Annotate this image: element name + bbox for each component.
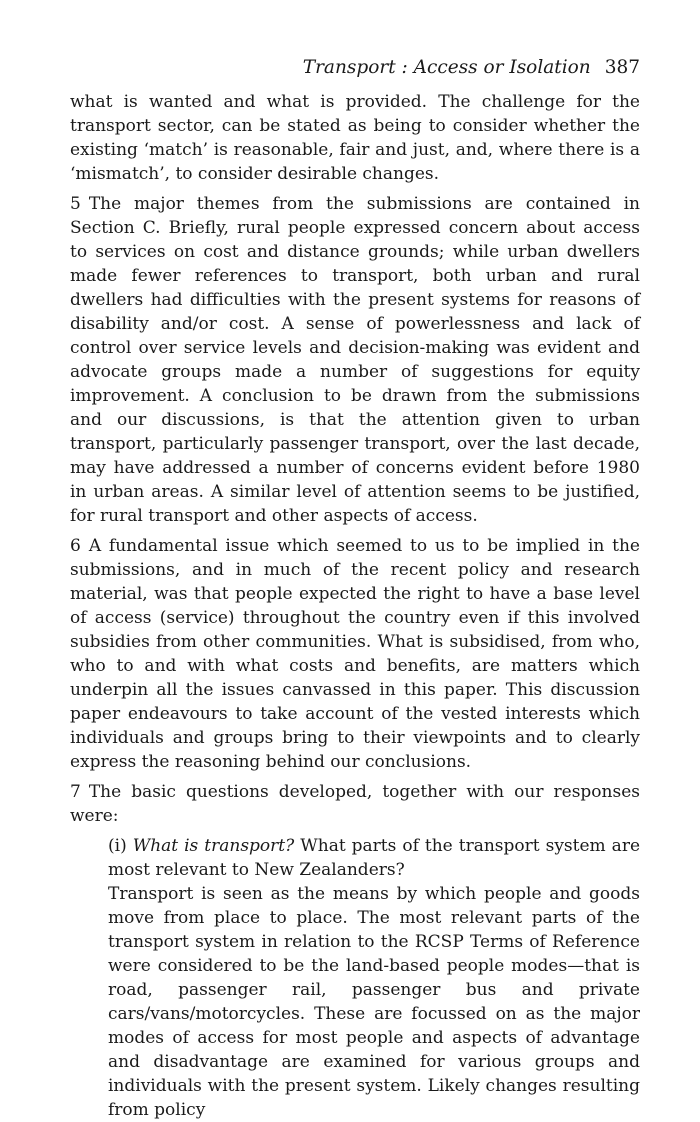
running-head [70,56,640,80]
page-number: 387 [604,57,640,78]
question-italic: What is transport? [132,836,295,856]
question-i [108,834,640,882]
paragraph-6 [70,534,640,774]
answer-text: Transport is seen as the means by which people and goods move from place to place. The most relevant parts of the transport system in relation to the RCSP Terms of Reference were considered to be the land-based people modes—that is road, passenger rail, passenger bus and private cars/vans/motorcycles. These are focussed on as the major modes of access for most people and aspects of advantage and disadvantage are examined for various groups and individuals with the present system. Likely changes resulting from policy [108,884,640,1120]
paragraph-text: The major themes from the submissions are contained in Section C. Briefly, rural people expressed concern about access to services on cost and distance grounds; while urban dwellers made fewer references to transport, both urban and rural dwellers had difficulties with the present systems for reasons of disability and/or cost. A sense of powerlessness and lack of control over service levels and decision-making was evident and advocate groups made a number of suggestions for equity improvement. A conclusion to be drawn from the submissions and our discussions, is that the attention given to urban transport, particularly passenger transport, over the last decade, may have addressed a number of concerns evident before 1980 in urban areas. A similar level of attention seems to be justified, for rural transport and other aspects of access. [70,194,640,526]
running-head-title: Transport : Access or Isolation [302,57,591,78]
question-label: (i) [108,836,127,856]
paragraph-5 [70,192,640,528]
paragraph-number: 7 [70,782,81,802]
paragraph-text: The basic questions developed, together with our responses were: [70,782,640,826]
question-rest: What parts of the transport system are most relevant to New Zealanders? [108,836,641,880]
paragraph-number: 6 [70,536,81,556]
paragraph-continued [70,90,640,186]
answer-i [108,882,640,1122]
paragraph-text: A fundamental issue which seemed to us to be implied in the submissions, and in much of the recent policy and research material, was that people expected the right to have a base level of access (service) throughout the country even if this involved subsidies from other communities. What is subsidised, from who, who to and with what costs and benefits, are matters which underpin all the issues canvassed in this paper. This discussion paper endeavours to take account of the vested interests which individuals and groups bring to their viewpoints and to clearly express the reasoning behind our conclusions. [70,536,640,772]
question-block [70,834,640,1122]
paragraph-number: 5 [70,194,81,214]
paragraph-7 [70,780,640,828]
paragraph-text: what is wanted and what is provided. The challenge for the transport sector, can be stated as being to consider whether the existing ‘match’ is reasonable, fair and just, and, where there is a ‘mismatch’, to consider desirable changes. [70,92,640,184]
